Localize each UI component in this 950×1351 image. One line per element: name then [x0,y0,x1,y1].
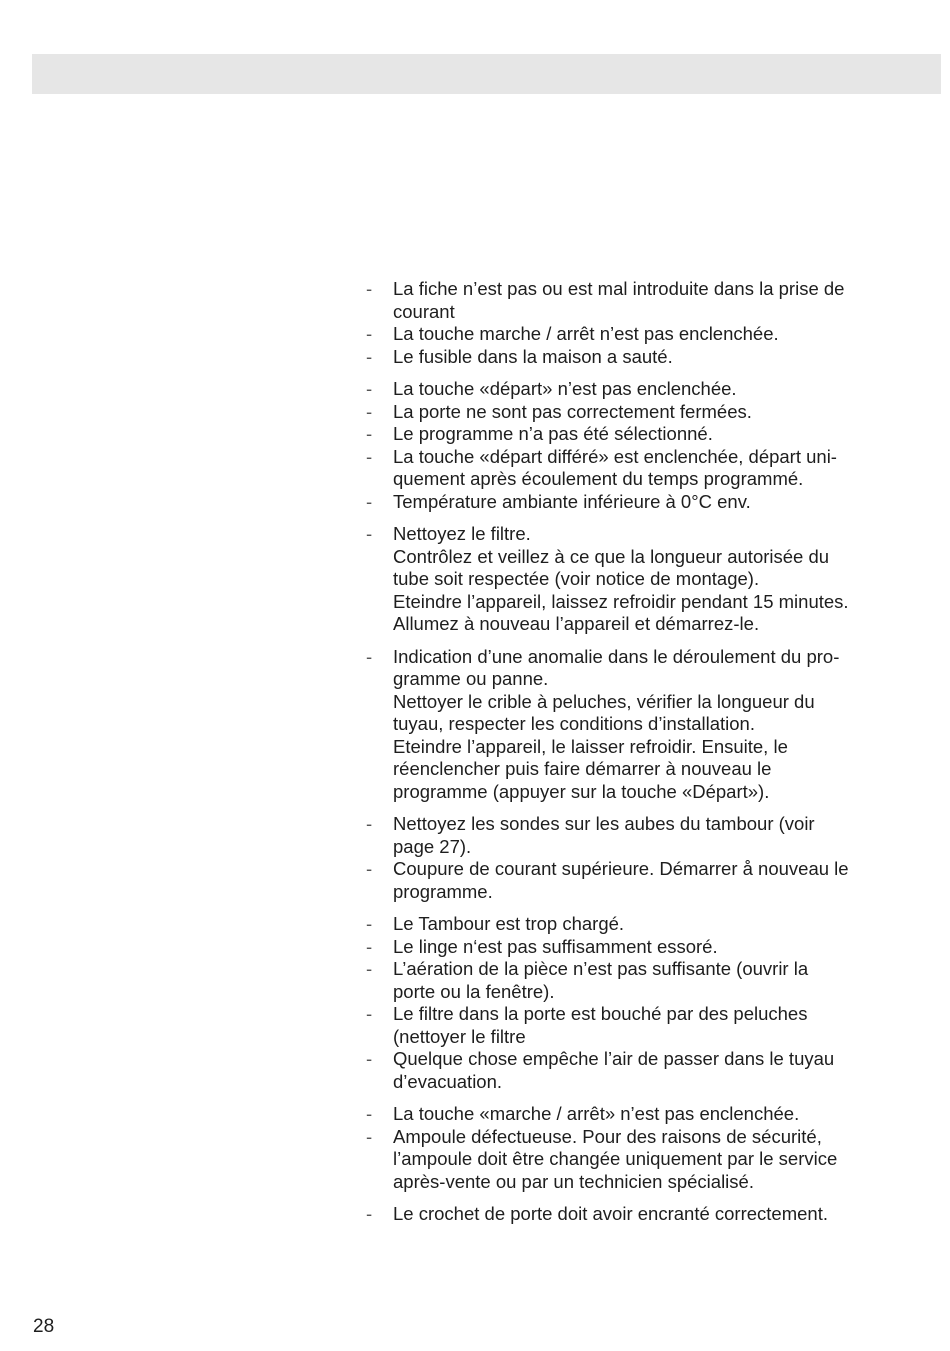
item-line: (nettoyer le filtre [393,1025,526,1047]
list-item [366,813,926,858]
list-item [366,913,926,936]
item-line: après-vente ou par un technicien spécialisé. [393,1170,754,1192]
list-item [366,936,926,959]
item-line: - Le crochet de porte doit avoir encranté correctement. [393,1203,828,1224]
item-line: tube soit respectée (voir notice de montage). [393,568,760,589]
list-item [366,423,926,446]
item-line: - Le programme n’a pas été sélectionné. [393,423,713,444]
troubleshooting-list [366,278,926,1236]
list-item [366,446,926,491]
item-line: porte ou la fenêtre). [393,980,555,1002]
item-line: programme. [393,880,493,902]
item-line: - Le linge n‘est pas suffisamment essoré. [393,935,718,957]
item-line: - La touche «départ différé» est enclenchée, départ uni- [393,445,837,467]
item-group [366,523,926,636]
page-number: 28 [33,1316,55,1337]
item-group [366,278,926,368]
item-line: - Ampoule défectueuse. Pour des raisons de sécurité, [393,1125,822,1147]
list-item [366,1048,926,1093]
list-item [366,278,926,323]
item-line: - Indication d’une anomalie dans le déroulement du pro- [393,645,840,667]
item-line: Eteindre l’appareil, laissez refroidir pendant 15 minutes. [393,590,849,612]
item-group [366,1103,926,1193]
item-line: - Nettoyez les sondes sur les aubes du tambour (voir [393,813,815,834]
list-item [366,1203,926,1226]
item-line: l’ampoule doit être changée uniquement par le service [393,1148,838,1169]
item-line: - Quelque chose empêche l’air de passer dans le tuyau [393,1048,835,1069]
list-item [366,323,926,346]
item-group [366,813,926,903]
item-line: - Coupure de courant supérieure. Démarrer å nouveau le [393,858,849,879]
item-line: - L’aération de la pièce n’est pas suffisante (ouvrir la [393,958,809,979]
item-line: - La touche marche / arrêt n’est pas enclenchée. [393,323,779,344]
list-item [366,491,926,514]
item-line: réenclencher puis faire démarrer à nouveau le [393,758,772,779]
item-line: gramme ou panne. [393,668,549,689]
item-group [366,913,926,1093]
item-group [366,646,926,804]
item-group [366,378,926,513]
item-line: - La touche «départ» n’est pas enclenchée. [393,378,737,399]
item-group [366,1203,926,1226]
list-item [366,346,926,369]
list-item [366,958,926,1003]
list-item [366,1126,926,1194]
item-line: - La fiche n’est pas ou est mal introduite dans la prise de [393,278,845,299]
item-line: Contrôlez et veillez à ce que la longueur autorisée du [393,545,830,567]
item-line: - Le filtre dans la porte est bouché par des peluches [393,1003,808,1024]
item-line: Eteindre l’appareil, le laisser refroidir. Ensuite, le [393,735,788,757]
item-line: - Température ambiante inférieure à 0°C env. [393,490,751,512]
list-item [366,523,926,636]
item-line: page 27). [393,835,472,857]
item-line: Allumez à nouveau l’appareil et démarrez-le. [393,613,760,634]
list-item [366,646,926,804]
item-line: courant [393,300,455,322]
item-line: programme (appuyer sur la touche «Départ»). [393,780,770,802]
item-line: - Le Tambour est trop chargé. [393,913,625,934]
item-line: tuyau, respecter les conditions d’installation. [393,713,755,734]
item-line: - La porte ne sont pas correctement fermées. [393,400,752,422]
item-line: Nettoyer le crible à peluches, vérifier la longueur du [393,690,815,712]
list-item [366,401,926,424]
header-bar [32,54,941,94]
list-item [366,1003,926,1048]
list-item [366,378,926,401]
list-item [366,858,926,903]
item-line: - Nettoyez le filtre. [393,523,531,544]
list-item [366,1103,926,1126]
item-line: d’evacuation. [393,1070,503,1092]
item-line: - Le fusible dans la maison a sauté. [393,345,673,367]
item-line: - La touche «marche / arrêt» n’est pas enclenchée. [393,1103,800,1124]
item-line: quement après écoulement du temps programmé. [393,468,804,489]
